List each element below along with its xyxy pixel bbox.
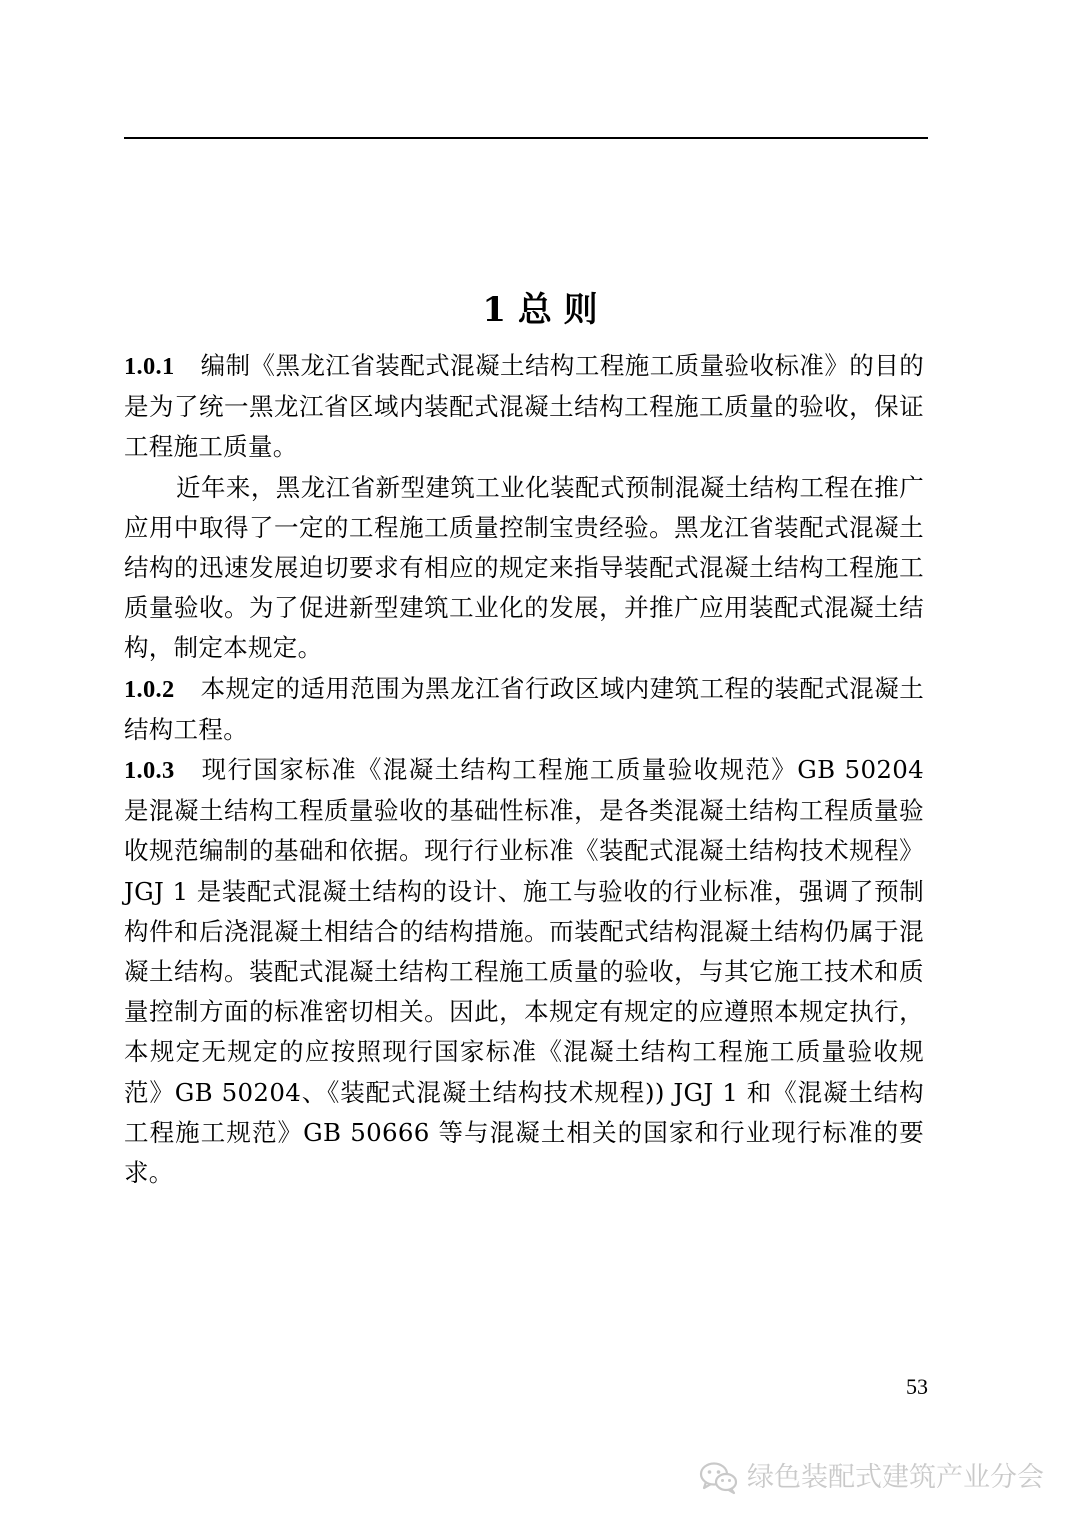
wechat-icon <box>699 1461 739 1495</box>
clause-1-0-1 <box>124 346 924 468</box>
clause-1-0-1-explanation <box>124 468 924 669</box>
clause-1-0-2 <box>124 669 924 750</box>
page-number: 53 <box>906 1374 928 1399</box>
clause-number: 1.0.2 <box>124 675 175 703</box>
clause-number: 1.0.1 <box>124 353 175 380</box>
document-body <box>124 346 924 1193</box>
clause-text: 编制《黑龙江省装配式混凝土结构工程施工质量验收标准》的目的是为了统一黑龙江省区域内装配式混凝土结构工程施工质量的验收，保证工程施工质量。 <box>124 351 924 462</box>
clause-text: 近年来，黑龙江省新型建筑工业化装配式预制混凝土结构工程在推广应用中取得了一定的工程施工质量控制宝贵经验。黑龙江省装配式混凝土结构的迅速发展迫切要求有相应的规定来指导装配式混凝土结构工程施工质量验收。为了促进新型建筑工业化的发展，并推广应用装配式混凝土结构，制定本规定。 <box>124 472 924 663</box>
clause-1-0-3 <box>124 750 924 1193</box>
watermark <box>699 1460 1044 1496</box>
chapter-title: 1 总 则 <box>482 289 598 330</box>
clause-number: 1.0.3 <box>124 757 175 785</box>
clause-text: 本规定的适用范围为黑龙江省行政区域内建筑工程的装配式混凝土结构工程。 <box>124 673 924 744</box>
watermark-text: 绿色装配式建筑产业分会 <box>747 1462 1044 1493</box>
header-rule <box>124 137 928 139</box>
clause-text: 现行国家标准《混凝土结构工程施工质量验收规范》GB 50204 是混凝土结构工程质量验收的基础性标准，是各类混凝土结构工程质量验收规范编制的基础和依据。现行行业标准《装配式混凝土结构技术规程》JGJ 1 是装配式混凝土结构的设计、施工与验收的行业标准，强调了预制构件和后浇混凝土相结合的结构措施。而装配式结构混凝土结构仍属于混凝土结构。装配式混凝土结构工程施工质量的验收，与其它施工技术和质量控制方面的标准密切相关。因此，本规定有规定的应遵照本规定执行，本规定无规定的应按照现行国家标准《混凝土结构工程施工质量验收规范》GB 50204、《装配式混凝土结构技术规程)) JGJ 1 和《混凝土结构工程施工规范》GB 50666 等与混凝土相关的国家和行业现行标准的要求。 <box>124 755 924 1188</box>
